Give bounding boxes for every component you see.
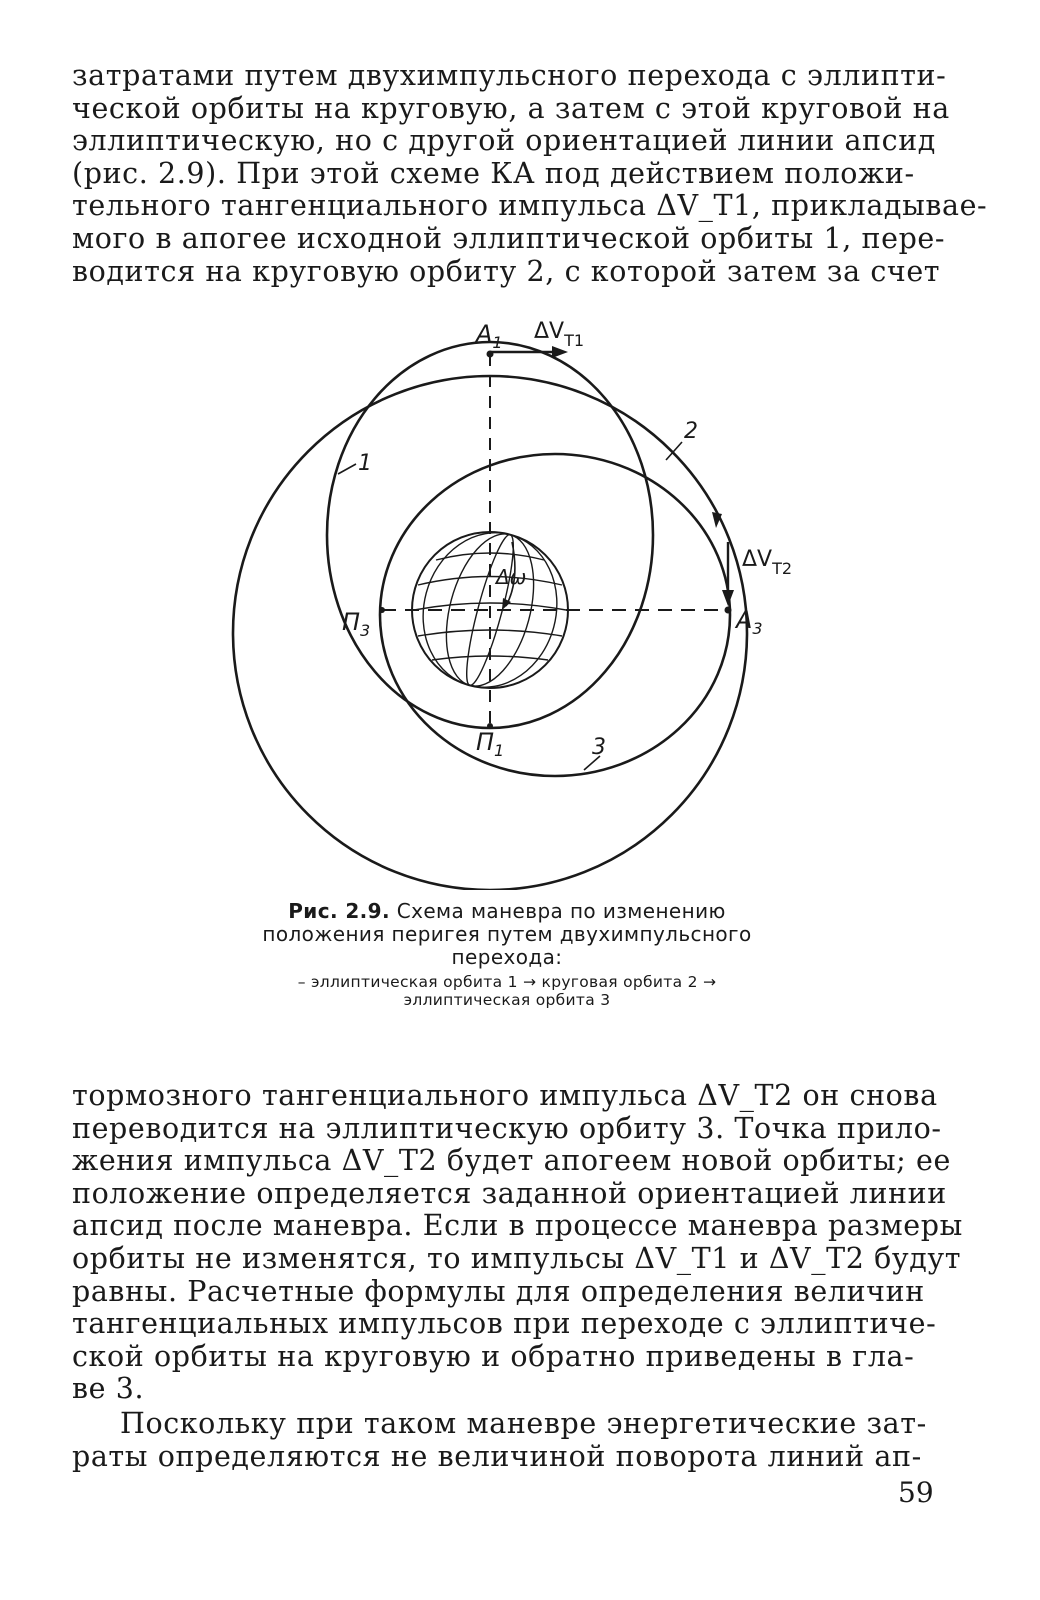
label-p3: $П_3$ [342,608,371,640]
text-line: ве 3. [72,1372,145,1406]
orbit-1-leader [338,464,356,474]
text-line: жения импульса ΔV_T2 будет апогеем новой орбиты; ее [72,1144,951,1178]
body-paragraph-1 [72,59,988,288]
caption-main [228,900,786,969]
dv-t2-arrowhead [722,590,734,606]
body-paragraph-2 [72,1079,963,1406]
text-line: ческой орбиты на круговую, а затем с этой круговой на [72,91,950,125]
text-line: тангенциальных импульсов при переходе с эллиптиче- [72,1307,937,1341]
label-orbit-3: 3 [592,735,606,760]
label-delta-omega: Δω [496,565,527,589]
page-number: 59 [898,1476,934,1509]
orbit-maneuver-diagram [200,310,840,890]
label-a1: $A_1$ [476,320,503,352]
text-line: переводится на эллиптическую орбиту 3. Точка прило- [72,1111,942,1145]
point-a3 [725,607,732,614]
label-dv-t2: $\Delta V_{T2}$ [742,547,793,578]
text-line: равны. Расчетные формулы для определения величин [72,1274,925,1308]
label-dv-t1: $\Delta V_{T1}$ [534,319,585,350]
label-orbit-2: 2 [684,419,698,444]
caption-text: Схема маневра по изменению положения перигея путем двухимпульсного перехода: [262,899,752,969]
text-line: положение определяется заданной ориентацией линии [72,1176,947,1210]
body-paragraph-3 [72,1408,952,1473]
text-line: орбиты не изменятся, то импульсы ΔV_T1 и ΔV_T2 будут [72,1241,962,1275]
text-line: (рис. 2.9). При этой схеме КА под действием положи- [72,156,915,190]
point-p3 [379,607,385,613]
label-orbit-1: 1 [358,451,372,476]
text-line: Поскольку при таком маневре энергетические зат- [120,1407,927,1440]
text-line: тельного тангенциального импульса ΔV_T1, прикладывае- [72,189,988,223]
label-a3: $A_3$ [736,606,763,638]
text-line: эллиптическую, но с другой ориентацией линии апсид [72,124,936,158]
text-line: ской орбиты на круговую и обратно приведены в гла- [72,1339,915,1373]
text-line: апсид после маневра. Если в процессе маневра размеры [72,1209,963,1243]
caption-sub-2: эллиптическая орбита 3 [403,991,611,1009]
text-line: раты определяются не величиной поворота линий ап- [72,1439,922,1473]
caption-figure-label: Рис. 2.9. [288,899,390,923]
text-line: тормозного тангенциального импульса ΔV_T2 он снова [72,1079,938,1112]
apsides-lines [382,354,730,726]
label-p1: $П_1$ [476,728,505,760]
orbit-2-leader [666,442,682,460]
figure-caption [228,900,786,1009]
caption-sub-1: – эллиптическая орбита 1 → круговая орбита 2 → [297,973,717,991]
text-line: водится на круговую орбиту 2, с которой затем за счет [72,254,941,288]
text-line: мого в апогее исходной эллиптической орбиты 1, пере- [72,221,946,255]
text-line: затратами путем двухимпульсного перехода с эллипти- [72,59,947,92]
orbit-3-ellipse [380,454,730,776]
